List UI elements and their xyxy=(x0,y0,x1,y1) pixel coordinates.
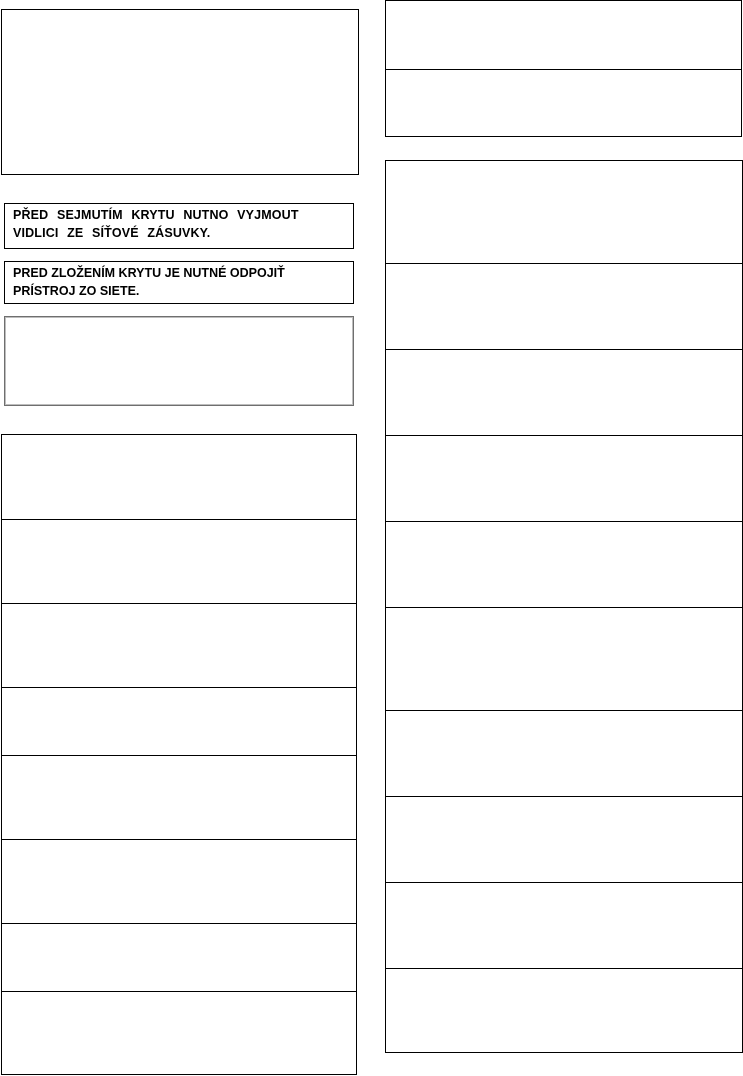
blank-cell xyxy=(2,687,356,755)
blank-cell xyxy=(386,161,742,263)
blank-cell xyxy=(2,755,356,839)
blank-label-box-top-left xyxy=(1,9,359,175)
blank-cell xyxy=(386,796,742,882)
blank-cell xyxy=(386,263,742,349)
blank-cell xyxy=(386,435,742,521)
blank-cell xyxy=(2,923,356,991)
blank-cell xyxy=(2,435,356,519)
blank-label-box-middle-left xyxy=(4,316,354,406)
blank-cell xyxy=(386,349,742,435)
blank-cell xyxy=(386,882,742,968)
blank-label-stack-right xyxy=(385,160,743,1053)
blank-cell xyxy=(386,968,742,1054)
blank-cell xyxy=(386,521,742,607)
blank-cell xyxy=(386,1,741,69)
blank-cell xyxy=(2,603,356,687)
blank-label-stack-right-top xyxy=(385,0,742,137)
warning-label-czech: PŘED SEJMUTÍM KRYTU NUTNO VYJMOUT VIDLICI ZE SÍŤOVÉ ZÁSUVKY. xyxy=(4,203,354,249)
blank-cell xyxy=(2,839,356,923)
warning-label-slovak: PRED ZLOŽENÍM KRYTU JE NUTNÉ ODPOJIŤ PRÍSTROJ ZO SIETE. xyxy=(4,261,354,304)
blank-cell xyxy=(386,710,742,796)
blank-cell xyxy=(386,69,741,138)
blank-cell xyxy=(2,519,356,603)
blank-label-stack-left xyxy=(1,434,357,1075)
blank-cell xyxy=(386,607,742,710)
blank-cell xyxy=(2,991,356,1076)
